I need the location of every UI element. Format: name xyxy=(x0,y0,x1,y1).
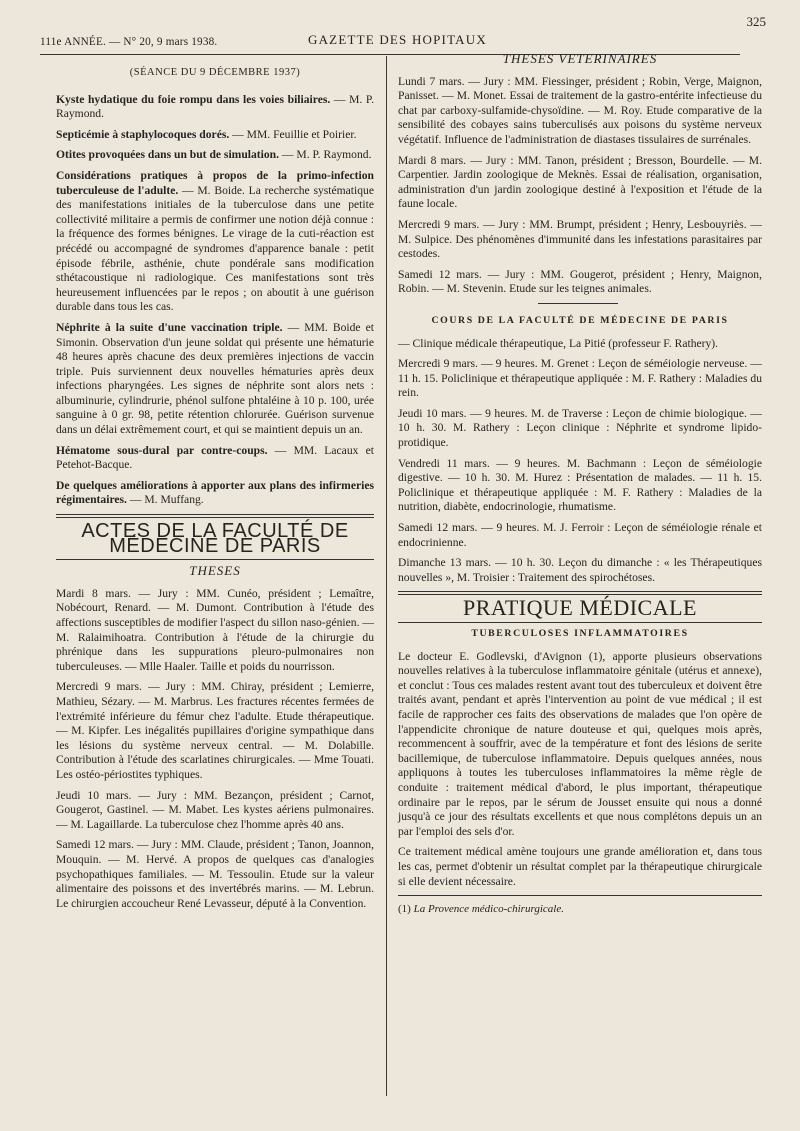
cours-intro: — Clinique médicale thérapeutique, La Pitié (professeur F. Rathery). xyxy=(398,336,719,350)
cours-heading: COURS DE LA FACULTÉ DE MÉDECINE DE PARIS xyxy=(431,314,729,326)
tuberculoses-heading: TUBERCULOSES INFLAMMATOIRES xyxy=(471,628,689,639)
footnote-number: (1) xyxy=(398,903,411,916)
cours-entry: Dimanche 13 mars. — 10 h. 30. Leçon du dimanche : « les Thérapeutiques nouvelles », M. Troisier : Traitement des spirochétoses. xyxy=(398,556,762,584)
column-divider xyxy=(386,56,387,1096)
communication-title: Otites provoquées dans un but de simulation. xyxy=(56,148,280,162)
communication-text: — M. P. Raymond. xyxy=(281,148,372,162)
page-number: 325 xyxy=(746,14,766,29)
communication xyxy=(56,128,374,143)
these-entry: Samedi 12 mars. — Jury : MM. Claude, président ; Tanon, Joannon, Mouquin. — M. Hervé. A propos de quelques cas d'analogies psychopathiques familiales. — M. Tessoulin. Etude sur la valeur alimentaire des poissons et des invertébrés marins. — M. Lebrun. Le chirurgien accoucheur René Levasseur, député à la Convention. xyxy=(56,838,374,910)
these-vet-entry: Mercredi 9 mars. — Jury : MM. Brumpt, président ; Henry, Lesbouyriès. — M. Sulpice. Des phénomènes d'immunité dans les infestations parasitaires par cestodes. xyxy=(398,217,762,261)
issue-info: 111e ANNÉE. — N° 20, 9 mars 1938. xyxy=(40,36,218,48)
pratique-title: PRATIQUE MÉDICALE xyxy=(463,595,697,621)
communication-title: De quelques améliorations à apporter aux plans des infirmeries régimentaires. xyxy=(56,478,374,507)
communication xyxy=(56,321,374,438)
communication-text: — M. P. Raymond. xyxy=(56,92,374,121)
left-column xyxy=(56,66,374,917)
pratique-paragraph: Ce traitement médical amène toujours une grande amélioration et, dans tous les cas, permet d'obtenir un résultat complet par la thérapeutique chirurgicale si elle devient nécessaire. xyxy=(398,845,762,888)
communication-text: — M. Boide. La recherche systématique des manifestations initiales de la tuberculose dans une petite collectivité militaire a permis de confirmer une notion déjà connue : la fréquence des formes bénignes. Le virage de la cuti-réaction est précédé ou accompagné de syndromes d'apparence banale : petit épisode fébrile, asthénie, chute pondérale sans modification sthétacoustique ni radiologique. Ces manifestations sont très heureusement influencées par le repos ; on aboutit à une guérison durable dans tous les cas. xyxy=(56,183,374,314)
communication-title: Néphrite à la suite d'une vaccination triple. xyxy=(56,320,283,334)
cours-entry: Jeudi 10 mars. — 9 heures. M. de Traverse : Leçon de chimie biologique. — 10 h. 30. M. Rathery : Leçon clinique : Néphrite et syndrome lipido-protidique. xyxy=(398,406,762,450)
right-column xyxy=(398,50,762,917)
communication xyxy=(56,444,374,473)
these-vet-entry: Mardi 8 mars. — Jury : MM. Tanon, président ; Bresson, Bourdelle. — M. Carpentier. Jardin zoologique de Meknès. Essai de réalisation, organisation, administration d'un jardin zoologique destiné à l'exposition et l'étude de la faune locale. xyxy=(398,153,762,211)
footnote-rule xyxy=(398,895,762,896)
theses-vet-heading: THESES VETERINAIRES xyxy=(502,51,658,66)
communication-text: — MM. Lacaux et Petehot-Bacque. xyxy=(56,443,374,472)
newspaper-title: GAZETTE DES HOPITAUX xyxy=(308,32,487,47)
communication xyxy=(56,169,374,315)
communication xyxy=(56,148,374,163)
short-rule xyxy=(538,303,618,304)
footnote-text: La Provence médico-chirurgicale. xyxy=(413,903,564,916)
cours-entry: Mercredi 9 mars. — 9 heures. M. Grenet : Leçon de séméiologie nerveuse. — 11 h. 15. Policlinique et thérapeutique appliquée : M. F. Rathery : Maladies du rein. xyxy=(398,357,762,400)
these-entry: Jeudi 10 mars. — Jury : MM. Bezançon, président ; Carnot, Gougerot, Gastinel. — M. Mabet. Les kystes aériens pulmonaires. — M. Lagaillarde. La tuberculose chez l'homme après 40 ans. xyxy=(56,788,374,831)
these-entry: Mercredi 9 mars. — Jury : MM. Chiray, président ; Lemierre, Mathieu, Sézary. — M. Marbrus. Les fractures récentes fermées de l'extrémité inférieure du fémur chez l'adulte. Etude thérapeutique. — M. Kipfer. Les inégalités pupillaires d'origine sympathique dans les lésions du système nerveux central. — M. Dolabille. Contribution à l'étude des scarlatines chirurgicales. — Mme Touati. Les ostéo-périostites typhiques. xyxy=(56,680,374,781)
actes-title: ACTES DE LA FACULTÉ DE MÉDECINE DE PARIS xyxy=(81,520,349,557)
these-entry: Mardi 8 mars. — Jury : MM. Cunéo, président ; Lemaître, Nobécourt, Renard. — M. Dumont. Contribution à l'étude des affections susceptibles de modifier l'aspect du sillon naso-génien. — M. Ralaimihoatra. Contribution à l'étude de la chirurgie du phrénique dans les suppurations pleuro-pulmonaires non tuberculeuses. — Mlle Haaler. Taille et poids du nourrisson. xyxy=(56,586,374,673)
pratique-paragraph: Le docteur E. Godlevski, d'Avignon (1), apporte plusieurs observations nouvelles relatives à la tuberculose inflammatoire génitale (utérus et annexe), et conclut : Tous ces malades restent avant tout des tuberculeux et doivent être traités avant, pendant et après l'intervention au point de vue médical ; il est facile de rapprocher ces faits des observations de malades que l'on opère de l'appendicite chronique de nature douteuse et qui, quelques mois après, recommencent à souffrir, avec de la température et font des lésions de serite bacillemique, de tuberculose inflammatoire. Depuis quelques années, nous appliquons à toutes les tuberculoses inflammatoires la même règle de conduite : traitement médical d'abord, le plus important, thérapeutique ordinaire par le repos, par le sérum de Jousset ensuite qui nous a donné jusqu'à ce jour des résultats excellents et que nous complétons depuis un an par l'emploi des sels d'or. xyxy=(398,649,762,838)
cours-entry: Vendredi 11 mars. — 9 heures. M. Bachmann : Leçon de séméiologie digestive. — 10 h. 30. M. Hurez : Présentation de malades. — 11 h. 15. Policlinique et thérapeutique appliquée : M. F. Rathery : Maladies de la nutrition, diabète, endocrinologie, rhumatisme. xyxy=(398,456,762,514)
theses-heading: THESES xyxy=(189,563,241,579)
communication-text: — M. Muffang. xyxy=(129,493,204,507)
communication-title: Considérations pratiques à propos de la primo-infection tuberculeuse de l'adulte. xyxy=(56,168,374,197)
communication-title: Septicémie à staphylocoques dorés. xyxy=(56,127,230,141)
communication-title: Hématome sous-dural par contre-coups. xyxy=(56,443,268,457)
these-vet-entry: Samedi 12 mars. — Jury : MM. Gougerot, président ; Henry, Maignon, Robin. — M. Stevenin. Etude sur les teignes animales. xyxy=(398,267,762,296)
seance-date: (SÉANCE DU 9 DÉCEMBRE 1937) xyxy=(129,67,301,78)
section-rule xyxy=(398,622,762,623)
communication-text: — MM. Boide et Simonin. Observation d'un jeune soldat qui présente une hématurie 48 heures après chacune des deux premières injections de vaccin triple. Puis surviennent deux nouvelles hématuries après deux infections pharyngées. Les signes de néphrite sont alors nets : albuminurie, cylindrurie, phénol sulfone phtaléine à 10 p. 100, urée sanguine à 0 gr. 98, petite rétention chlorurée. Guérison survenue dans un délai extrêmement court, et qui se maintient depuis un an. xyxy=(56,320,375,437)
communication-text: — MM. Feuillie et Poirier. xyxy=(232,127,357,141)
communication xyxy=(56,93,374,122)
communication-title: Kyste hydatique du foie rompu dans les voies biliaires. xyxy=(56,92,331,106)
section-rule xyxy=(56,514,374,518)
cours-entry: Samedi 12 mars. — 9 heures. M. J. Ferroir : Leçon de séméiologie rénale et endocrinienne. xyxy=(398,521,762,549)
these-vet-entry: Lundi 7 mars. — Jury : MM. Fiessinger, président ; Robin, Verge, Maignon, Panisset. — M. Monet. Essai de traitement de la gastro-entérite infectieuse du chat par carboxy-sulfamide-chysoïdine. — M. Roy. Etude comparative de la sensibilité des cobayes sains tuberculisés aux poisons du système nerveux végétatif. Influence de l'administration de diastases tissulaires de surrénales. xyxy=(398,74,762,146)
communication xyxy=(56,479,374,508)
footnote xyxy=(398,902,762,917)
section-rule xyxy=(56,559,374,560)
